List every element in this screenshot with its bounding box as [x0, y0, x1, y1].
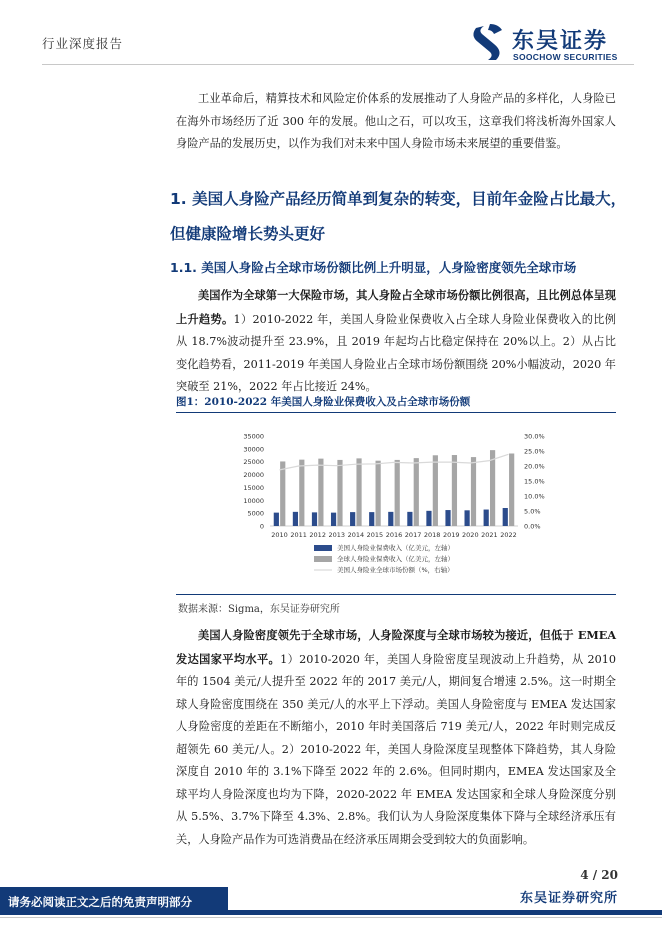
bar-global-premium — [337, 460, 342, 526]
logo-english-name: SOOCHOW SECURITIES — [513, 52, 618, 62]
bar-global-premium — [376, 461, 381, 526]
brand-logo — [468, 22, 628, 64]
footer-rule — [0, 910, 662, 915]
bar-global-premium — [452, 455, 457, 526]
x-tick-label: 2012 — [309, 531, 326, 539]
bar-global-premium — [299, 460, 304, 526]
bar-us-premium — [407, 512, 412, 526]
bar-us-premium — [503, 508, 508, 526]
bar-global-premium — [433, 455, 438, 526]
paragraph-density-depth — [176, 624, 616, 851]
y-right-tick-label: 5.0% — [524, 507, 541, 516]
figure-top-rule — [176, 412, 616, 413]
legend-label: 美国人身险业全球市场份额（%，右轴） — [337, 566, 454, 574]
x-tick-label: 2015 — [366, 531, 384, 539]
y-right-tick-label: 0.0% — [524, 522, 541, 531]
paragraph-body: 1）2010-2020 年，美国人身险密度呈现波动上升趋势，从 2010 年的 1504 美元/人提升至 2022 年的 2017 美元/人，期间复合增速 2.5%。这一时期全球人身险密度围绕在 350 美元/人的水平上下浮动。美国人身险密度与 EMEA 发达国家人身险密度的差距在不断缩小，2010 年时美国落后 719 美元/人，2022 年时则完成反超领先 60 美元/人。2）2010-2022 年，美国人身险深度呈现整体下降趋势，其人身险深度自 2010 年的 3.1%下降至 2022 年的 2.6%。但同时期内，EMEA 发达国家及全球平均人身险深度也均为下降，2020-2022 年 EMEA 发达国家和全球人身险深度分别从 5.5%、3.7%下降至 4.3%、2.8%。我们认为人身险深度集体下降与全球经济承压有关，人身险产品作为可选消费品在经济承压周期会受到较大的负面影响。 — [176, 652, 616, 846]
bar-us-premium — [312, 512, 317, 526]
y-right-tick-label: 20.0% — [524, 462, 545, 471]
legend-label: 美国人身险业保费收入（亿美元，左轴） — [337, 544, 454, 552]
figure-source: 数据来源：Sigma，东吴证券研究所 — [178, 604, 340, 615]
section-heading-1: 1. 美国人身险产品经历简单到复杂的转变，目前年金险占比最大，但健康险增长势头更好 — [170, 190, 627, 243]
disclaimer-text: 请务必阅读正文之后的免责声明部分 — [8, 895, 192, 909]
paragraph-lead-bold: 美国作为全球第一大保险市场，其人身险占全球市场份额比例很高，且比例总体呈现上升趋势。 — [176, 288, 616, 326]
bar-us-premium — [388, 512, 393, 526]
logo-chinese-name: 东吴证券 — [512, 29, 609, 54]
bar-global-premium — [280, 461, 285, 526]
bar-global-premium — [490, 450, 495, 526]
legend-swatch — [314, 545, 332, 551]
bar-global-premium — [395, 460, 400, 526]
bar-us-premium — [445, 510, 450, 526]
bar-us-premium — [274, 513, 279, 526]
premium-chart — [176, 414, 616, 594]
report-type-label: 行业深度报告 — [42, 36, 124, 51]
y-left-tick-label: 15000 — [243, 483, 264, 492]
legend-swatch — [314, 556, 332, 562]
x-tick-label: 2017 — [404, 531, 422, 539]
bar-us-premium — [293, 512, 298, 526]
bar-us-premium — [465, 510, 470, 526]
y-left-tick-label: 5000 — [247, 509, 264, 518]
x-tick-label: 2020 — [462, 531, 479, 539]
bar-us-premium — [331, 513, 336, 526]
bar-global-premium — [356, 458, 361, 526]
y-left-tick-label: 25000 — [243, 458, 264, 467]
footer-thin-rule — [0, 917, 662, 918]
y-right-tick-label: 30.0% — [524, 432, 545, 441]
y-left-tick-label: 0 — [259, 522, 264, 531]
bar-us-premium — [484, 510, 489, 526]
x-tick-label: 2018 — [423, 531, 441, 539]
figure-caption: 图1：2010-2022 年美国人身险业保费收入及占全球市场份额 — [176, 396, 471, 408]
footer-institute: 东吴证券研究所 — [519, 891, 618, 906]
y-left-tick-label: 30000 — [243, 445, 264, 454]
section-heading-1-1: 1.1. 美国人身险占全球市场份额比例上升明显，人身险密度领先全球市场 — [170, 260, 577, 275]
bar-global-premium — [414, 458, 419, 526]
bar-us-premium — [350, 512, 355, 526]
paragraph-us-market-share — [176, 284, 616, 399]
y-right-tick-label: 25.0% — [524, 447, 545, 456]
paragraph-lead-bold: 美国人身险密度领先于全球市场，人身险深度与全球市场较为接近，但低于 EMEA 发达国家平均水平。 — [176, 628, 616, 666]
bar-us-premium — [426, 511, 431, 526]
figure-bottom-rule — [176, 594, 616, 595]
header-divider — [42, 64, 634, 65]
soochow-logo-icon — [468, 22, 508, 62]
bar-global-premium — [509, 453, 514, 526]
bar-global-premium — [318, 459, 323, 526]
y-left-tick-label: 10000 — [243, 496, 264, 505]
x-tick-label: 2014 — [347, 531, 365, 539]
x-tick-label: 2022 — [500, 531, 517, 539]
legend-label: 全球人身险业保费收入（亿美元，左轴） — [337, 555, 454, 563]
paragraph-body: 1）2010-2022 年，美国人身险业保费收入占全球人身险业保费收入的比例从 18.7%波动提升至 23.9%，且 2019 年起均占比稳定保持在 20%以上。2）从占比变化趋势看，2011-2019 年美国人身险业占全球市场份额围绕 20%小幅波动，2020 年突破至 21%，2022 年占比接近 24%。 — [176, 312, 616, 393]
y-right-tick-label: 10.0% — [524, 492, 545, 501]
x-tick-label: 2021 — [481, 531, 498, 539]
intro-paragraph: 工业革命后，精算技术和风险定价体系的发展推动了人身险产品的多样化，人身险已在海外市场经历了近 300 年的发展。他山之石，可以攻玉，这章我们将浅析海外国家人身险产品的发展历史，以作为我们对未来中国人身险市场未来展望的重要借鉴。 — [176, 92, 616, 150]
bar-us-premium — [369, 512, 374, 526]
x-tick-label: 2016 — [385, 531, 403, 539]
x-tick-label: 2011 — [290, 531, 307, 539]
x-tick-label: 2019 — [442, 531, 460, 539]
x-tick-label: 2013 — [328, 531, 346, 539]
y-right-tick-label: 15.0% — [524, 477, 545, 486]
y-left-tick-label: 20000 — [243, 471, 264, 480]
bar-global-premium — [471, 457, 476, 526]
page-number: 4 / 20 — [580, 868, 618, 882]
y-left-tick-label: 35000 — [243, 432, 264, 441]
x-tick-label: 2010 — [271, 531, 288, 539]
